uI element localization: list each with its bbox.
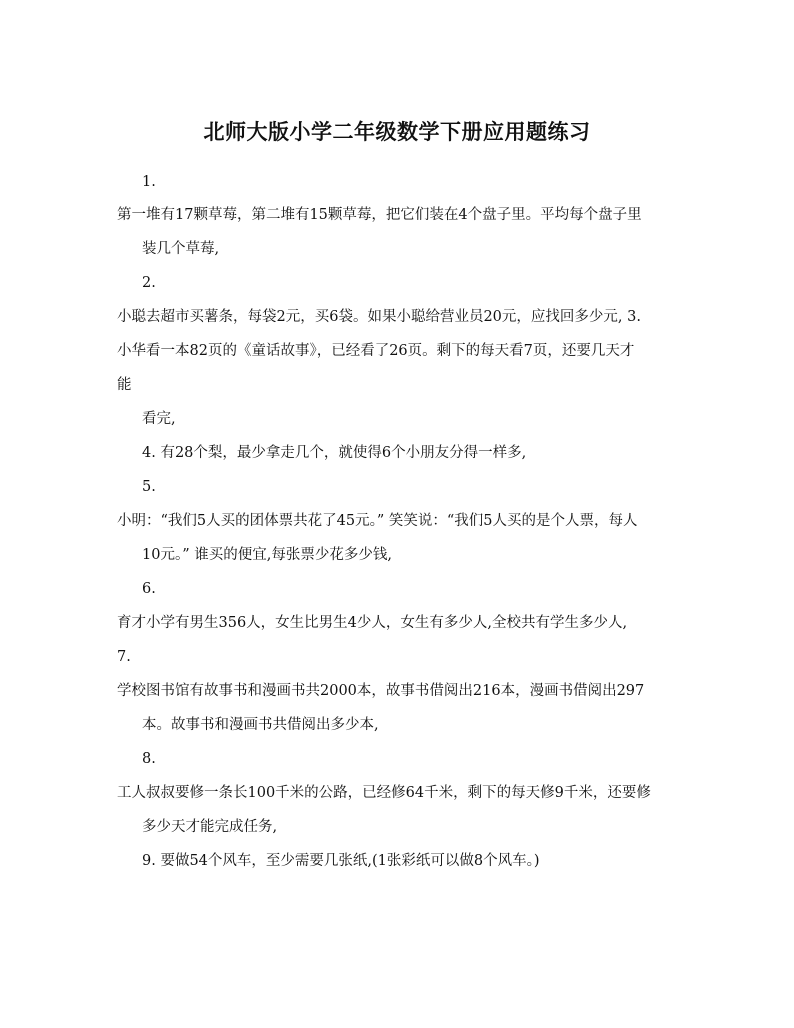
question-text-3-cont: 能 xyxy=(117,377,132,393)
question-text-3-cont2: 看完, xyxy=(142,411,176,427)
question-text-8-cont: 多少天才能完成任务, xyxy=(142,819,278,835)
page-title: 北师大版小学二年级数学下册应用题练习 xyxy=(203,119,591,144)
question-number-6: 6. xyxy=(142,581,156,597)
question-text-5: 小明：“我们5人买的团体票共花了45元。” 笑笑说：“我们5人买的是个人票，每人 xyxy=(117,513,638,529)
question-text-6: 育才小学有男生356人，女生比男生4少人，女生有多少人,全校共有学生多少人, xyxy=(117,615,628,631)
question-number-5: 5. xyxy=(142,479,156,495)
question-number-2: 2. xyxy=(142,275,156,291)
question-number-1: 1. xyxy=(142,174,156,190)
question-text-7: 学校图书馆有故事书和漫画书共2000本，故事书借阅出216本，漫画书借阅出297 xyxy=(117,683,645,699)
question-text-3: 小华看一本82页的《童话故事》，已经看了26页。剩下的每天看7页，还要几天才 xyxy=(117,343,635,359)
question-text-5-cont: 10元。” 谁买的便宜,每张票少花多少钱, xyxy=(142,547,392,563)
question-text-8: 工人叔叔要修一条长100千米的公路，已经修64千米，剩下的每天修9千米，还要修 xyxy=(117,785,651,801)
question-text-4: 4. 有28个梨，最少拿走几个，就使得6个小朋友分得一样多, xyxy=(142,445,527,461)
question-number-7: 7. xyxy=(117,649,131,665)
question-text-9: 9. 要做54个风车，至少需要几张纸,(1张彩纸可以做8个风车。) xyxy=(142,853,540,869)
question-text-2: 小聪去超市买薯条，每袋2元，买6袋。如果小聪给营业员20元，应找回多少元, 3. xyxy=(117,309,641,325)
question-text-1-cont: 装几个草莓, xyxy=(142,241,220,257)
question-text-1: 第一堆有17颗草莓，第二堆有15颗草莓，把它们装在4个盘子里。平均每个盘子里 xyxy=(117,207,642,223)
question-text-7-cont: 本。故事书和漫画书共借阅出多少本, xyxy=(142,717,379,733)
question-number-8: 8. xyxy=(142,751,156,767)
